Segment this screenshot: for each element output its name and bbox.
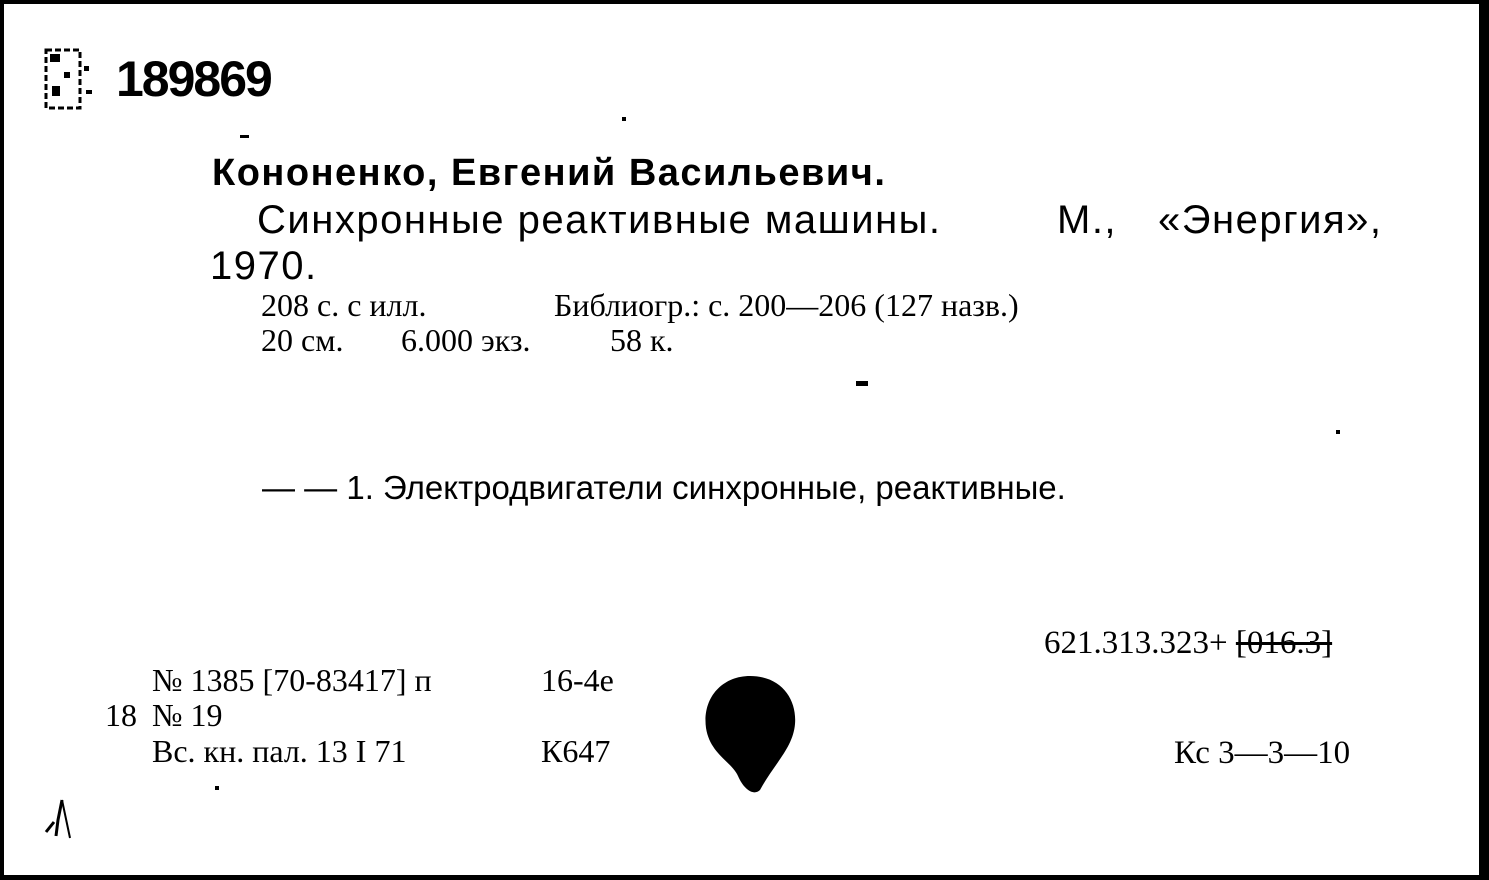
book-chamber-note: Вс. кн. пал. 13 I 71 — [152, 733, 407, 769]
ink-mark — [622, 117, 626, 121]
ink-blot-icon — [702, 672, 798, 794]
ink-mark — [856, 381, 868, 386]
order-prefix: 18 — [105, 697, 137, 733]
size-note: 20 см. — [261, 322, 344, 358]
ink-mark — [240, 135, 249, 138]
publication-year: 1970. — [210, 244, 318, 288]
ink-mark — [1336, 430, 1340, 434]
classification-prefix: 621.313.323+ — [1044, 625, 1228, 661]
handwritten-mark — [42, 792, 82, 844]
subject-heading: — — 1. Электродвигатели синхронные, реактивные. — [262, 469, 1066, 506]
publisher-city: М., — [1057, 198, 1118, 242]
order-secondary-number: № 19 — [152, 697, 223, 733]
card-number: 189869 — [116, 51, 271, 107]
book-title: Синхронные реактивные машины. — [257, 198, 942, 242]
bibliography-note: Библиогр.: с. 200—206 (127 назв.) — [554, 287, 1019, 323]
author-heading: Кононенко, Евгений Васильевич. — [212, 152, 887, 194]
publisher-name: «Энергия», — [1158, 198, 1383, 242]
catalog-code: Кс 3—3—10 — [1174, 735, 1351, 771]
classification-code — [1044, 627, 1332, 660]
classification-bracket: [016.3] — [1235, 625, 1333, 661]
book-chamber-code: К647 — [541, 733, 611, 769]
order-code: 16-4е — [541, 662, 614, 698]
library-stamp-icon — [42, 46, 96, 112]
order-number: № 1385 [70-83417] п — [152, 662, 432, 698]
print-run: 6.000 экз. — [401, 322, 531, 358]
physical-description: 208 с. с илл. — [261, 287, 427, 323]
ink-mark — [215, 786, 219, 790]
price: 58 к. — [610, 322, 674, 358]
